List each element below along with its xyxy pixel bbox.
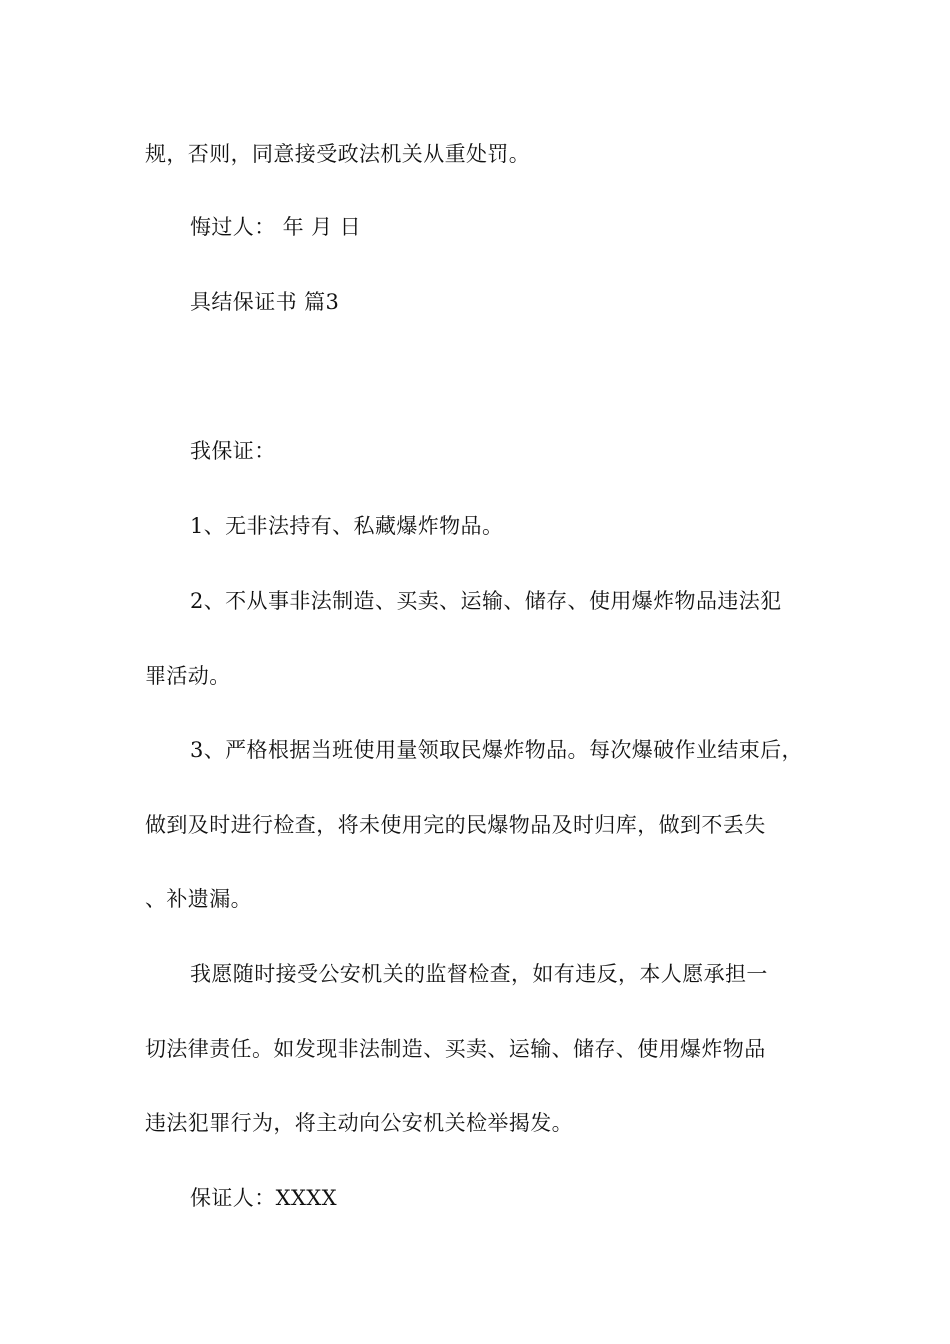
pledge-item-3-line-2: 做到及时进行检查，将未使用完的民爆物品及时归库，做到不丢失 [145,813,766,837]
pledge-item-3-line-1: 3、严格根据当班使用量领取民爆炸物品。每次爆破作业结束后， [190,738,803,762]
guarantor-signature: 保证人：XXXX [190,1186,338,1210]
pledge-item-3-line-3: 、补遗漏。 [145,887,252,911]
commitment-line-1: 我愿随时接受公安机关的监督检查，如有违反，本人愿承担一 [190,962,768,986]
section-heading: 具结保证书 篇3 [190,290,340,314]
text-line-continuation: 规，否则，同意接受政法机关从重处罚。 [145,142,531,166]
pledge-item-1: 1、无非法持有、私藏爆炸物品。 [190,514,504,538]
pledge-intro: 我保证： [190,439,276,463]
commitment-line-2: 切法律责任。如发现非法制造、买卖、运输、储存、使用爆炸物品 [145,1037,766,1061]
pledge-item-2-line-2: 罪活动。 [145,664,231,688]
pledge-item-2-line-1: 2、不从事非法制造、买卖、运输、储存、使用爆炸物品违法犯 [190,589,782,613]
signature-date-line: 悔过人： 年 月 日 [190,215,362,239]
commitment-line-3: 违法犯罪行为，将主动向公安机关检举揭发。 [145,1111,573,1135]
